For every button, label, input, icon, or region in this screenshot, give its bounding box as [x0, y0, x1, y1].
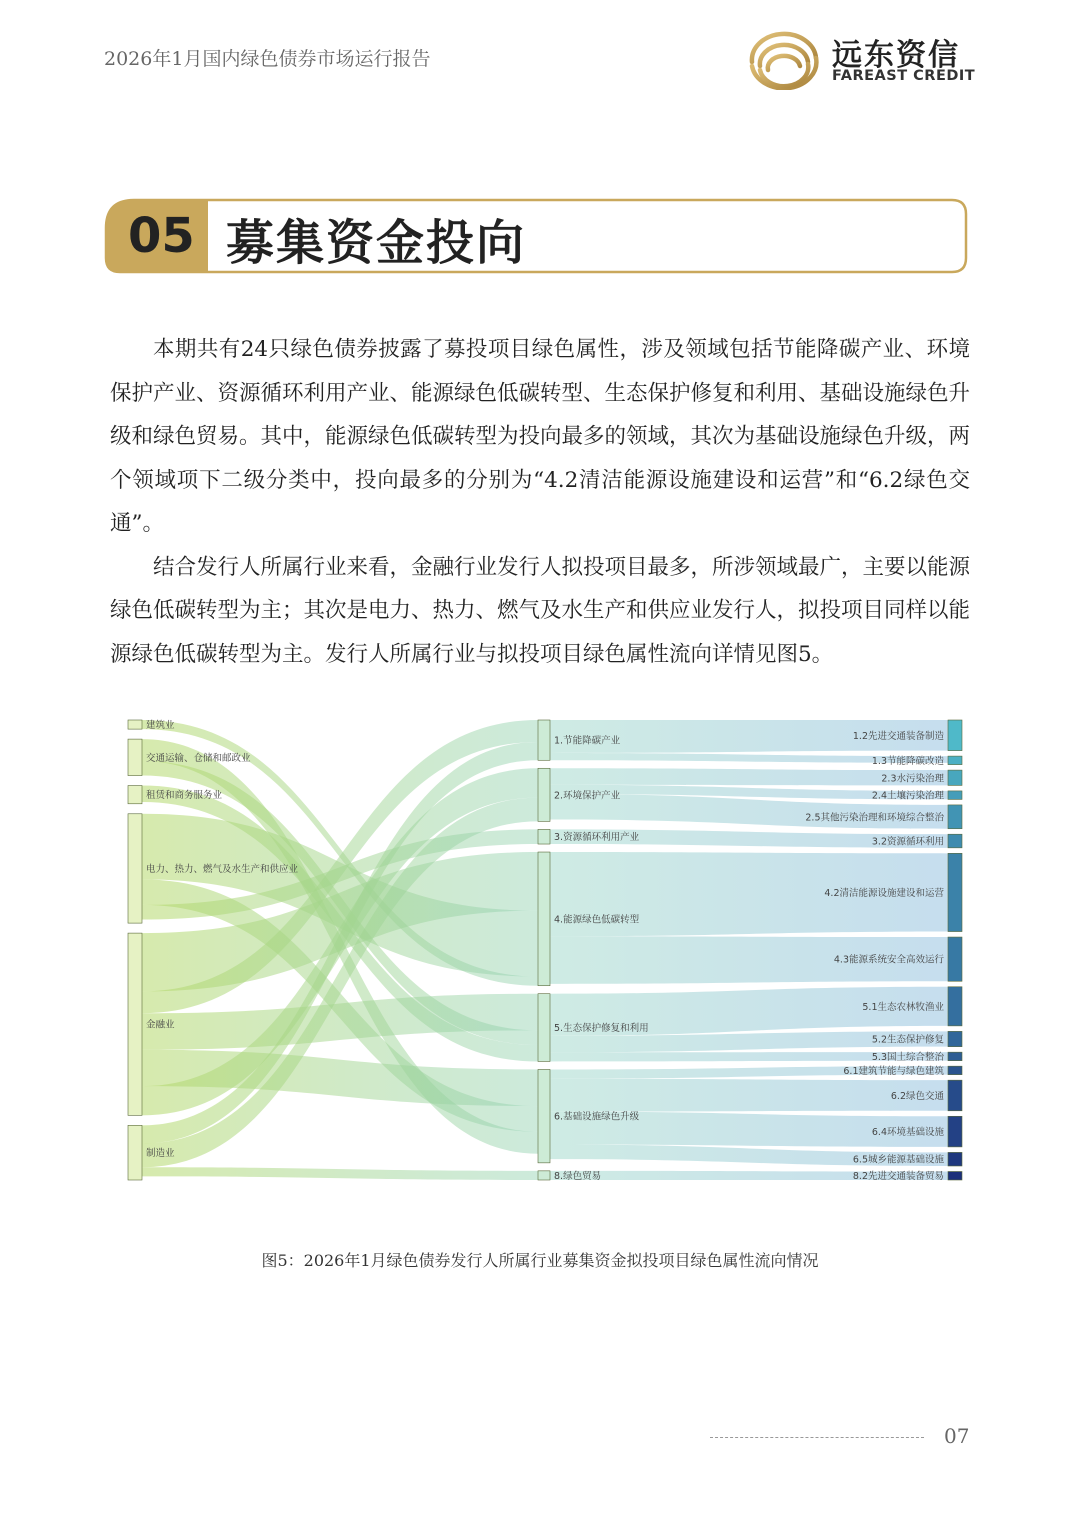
sankey-node-label: 3.2资源循环利用: [871, 836, 944, 848]
sankey-node: [128, 739, 142, 775]
sankey-node: [948, 1116, 962, 1147]
sankey-node-label: 8.绿色贸易: [554, 1170, 602, 1182]
sankey-node: [948, 987, 962, 1026]
sankey-node: [128, 720, 142, 729]
sankey-node-label: 6.2绿色交通: [890, 1090, 944, 1102]
sankey-node-label: 5.1生态农林牧渔业: [862, 1001, 944, 1013]
body-text: [110, 328, 970, 676]
footer-dashed-line: [710, 1437, 924, 1438]
logo-chinese-name: 远东资信: [832, 38, 960, 73]
page-number: 07: [944, 1424, 970, 1448]
sankey-node: [538, 1069, 550, 1162]
sankey-node: [948, 756, 962, 765]
sankey-node-label: 建筑业: [146, 720, 175, 732]
sankey-node-label: 金融业: [146, 1019, 175, 1031]
sankey-node-label: 电力、热力、燃气及水生产和供应业: [146, 863, 299, 875]
sankey-node: [538, 829, 550, 844]
sankey-node: [538, 852, 550, 986]
sankey-flow: [550, 1079, 948, 1112]
sankey-node-label: 6.4环境基础设施: [871, 1127, 944, 1139]
sankey-node-label: 4.3能源系统安全高效运行: [833, 954, 944, 966]
section-title: 募集资金投向: [226, 215, 527, 271]
sankey-node: [948, 1066, 962, 1075]
sankey-flow: [142, 1167, 538, 1180]
sankey-node-label: 6.5城乡能源基础设施: [852, 1154, 944, 1166]
sankey-node-label: 1.节能降碳产业: [554, 735, 621, 747]
paragraph-1: 本期共有24只绿色债券披露了募投项目绿色属性，涉及领域包括节能降碳产业、环境保护产业、资源循环利用产业、能源绿色低碳转型、生态保护修复和利用、基础设施绿色升级和绿色贸易。其中，能源绿色低碳转型为投向最多的领域，其次为基础设施绿色升级，两个领域项下二级分类中，投向最多的分别为“4.2清洁能源设施建设和运营”和“6.2绿色交通”。: [110, 337, 971, 536]
sankey-node-label: 制造业: [146, 1148, 175, 1160]
sankey-node: [948, 805, 962, 829]
logo-english-name: FAREAST CREDIT: [832, 68, 976, 84]
sankey-node: [128, 786, 142, 804]
sankey-node-label: 6.基础设施绿色升级: [554, 1111, 640, 1123]
sankey-node: [948, 1052, 962, 1061]
report-header-title: 2026年1月国内绿色债券市场运行报告: [104, 48, 431, 70]
sankey-node: [128, 814, 142, 923]
sankey-node: [948, 937, 962, 981]
sankey-node-label: 租赁和商务服务业: [146, 790, 223, 802]
sankey-node-label: 2.3水污染治理: [881, 773, 944, 785]
sankey-chart: [120, 712, 970, 1192]
sankey-node-label: 2.5其他污染治理和环境综合整治: [805, 812, 944, 824]
sankey-node-label: 4.2清洁能源设施建设和运营: [824, 887, 944, 899]
sankey-node-label: 1.3节能降碳改造: [871, 755, 944, 767]
sankey-node-label: 5.生态保护修复和利用: [554, 1023, 649, 1035]
sankey-node-label: 1.2先进交通装备制造: [852, 730, 944, 742]
sankey-node: [948, 834, 962, 848]
sankey-node-label: 6.1建筑节能与绿色建筑: [843, 1065, 944, 1077]
sankey-node: [538, 1171, 550, 1180]
sankey-node: [948, 720, 962, 751]
sankey-node: [948, 1171, 962, 1180]
sankey-node-label: 8.2先进交通装备贸易: [852, 1171, 944, 1183]
sankey-node: [948, 770, 962, 785]
sankey-node: [538, 720, 550, 760]
sankey-node-label: 5.3国土综合整治: [871, 1051, 944, 1063]
sankey-node-label: 2.4土壤污染治理: [871, 790, 944, 802]
sankey-node: [538, 768, 550, 821]
sankey-node: [948, 1080, 962, 1111]
sankey-node: [948, 791, 962, 800]
paragraph-2: 结合发行人所属行业来看，金融行业发行人拟投项目最多，所涉领域最广，主要以能源绿色低碳转型为主；其次是电力、热力、燃气及水生产和供应业发行人，拟投项目同样以能源绿色低碳转型为主。发行人所属行业与拟投项目绿色属性流向详情见图5。: [110, 554, 971, 667]
sankey-node: [128, 1125, 142, 1180]
sankey-node: [948, 853, 962, 931]
sankey-node-label: 交通运输、仓储和邮政业: [146, 752, 251, 764]
sankey-node: [128, 933, 142, 1115]
figure-caption: 图5：2026年1月绿色债券发行人所属行业募集资金拟投项目绿色属性流向情况: [261, 1251, 819, 1270]
sankey-node-label: 5.2生态保护修复: [871, 1034, 944, 1046]
sankey-node: [948, 1152, 962, 1166]
sankey-node: [948, 1031, 962, 1046]
sankey-node-label: 2.环境保护产业: [554, 790, 621, 802]
sankey-node-label: 3.资源循环利用产业: [554, 832, 640, 844]
sankey-node: [538, 994, 550, 1062]
sankey-node-label: 4.能源绿色低碳转型: [554, 914, 640, 926]
section-number: 05: [128, 208, 195, 264]
